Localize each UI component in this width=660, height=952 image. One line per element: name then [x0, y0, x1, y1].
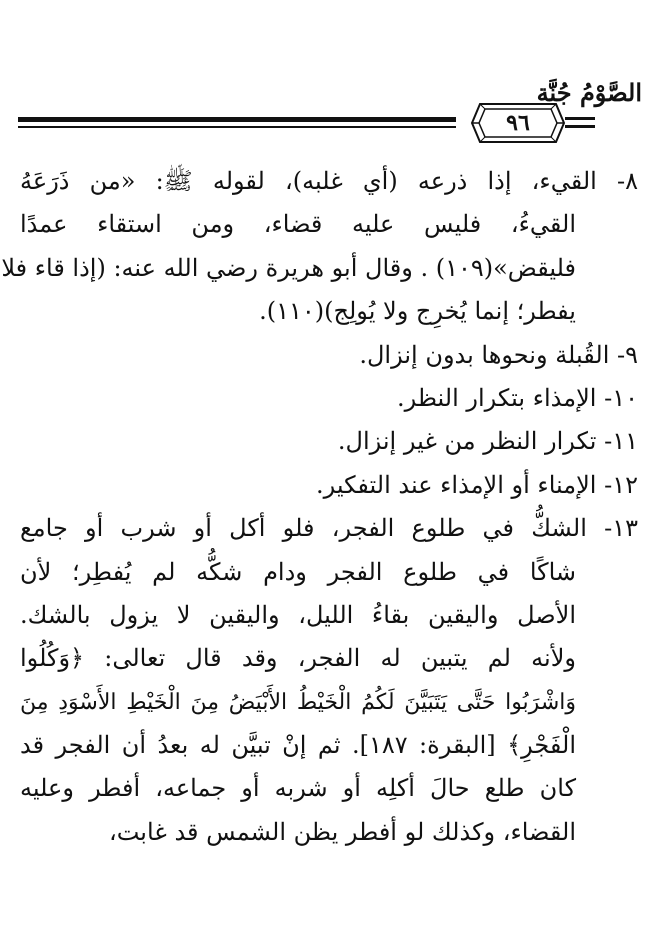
text-line: ١٣- الشكُّ في طلوع الفجر، فلو أكل أو شرب أو جامع [20, 514, 638, 543]
text-line: ٨- القيء، إذا ذرعه (أي غلبه)، لقوله ﷺ: «من ذَرَعَهُ [20, 167, 638, 195]
body-text [1, 160, 638, 854]
text-line: فليقض»(١٠٩) . وقال أبو هريرة رضي الله عنه: (إذا قاء فلا [1, 253, 576, 282]
text-line: شاكًا في طلوع الفجر ودام شكُّه لم يُفطِر؛ لأن [20, 557, 576, 586]
text-line: ولأنه لم يتبين له الفجر، وقد قال تعالى: ﴿وَكُلُوا [20, 644, 576, 673]
header-rule-thick [18, 117, 456, 122]
text-line: ١١- تكرار النظر من غير إنزال. [337, 427, 638, 456]
page-number: ٩٦ [506, 110, 530, 136]
text-line: القضاء، وكذلك لو أفطر يظن الشمس قد غابت، [108, 817, 576, 846]
text-line: ١٠- الإمذاء بتكرار النظر. [397, 383, 638, 412]
header-rule-thin [18, 126, 456, 128]
running-title: الصَّوْمُ جُنَّة [536, 78, 642, 107]
text-line: الْفَجْرِ﴾ [البقرة: ١٨٧]. ثم إنْ تبيَّن له بعدُ أن الفجر قد [20, 731, 577, 760]
text-line: كان طلع حالَ أكلِه أو شربه أو جماعه، أفطر وعليه [20, 774, 576, 803]
header-rule-right-top [565, 117, 595, 120]
text-line: الأصل واليقين بقاءُ الليل، واليقين لا يزول بالشك. [20, 600, 576, 629]
header-rule-right-bottom [565, 125, 595, 128]
text-line: القيءُ، فليس عليه قضاء، ومن استقاء عمدًا [20, 210, 576, 239]
text-line: يفطر؛ إنما يُخرِج ولا يُولِج)(١١٠). [259, 297, 576, 326]
text-line: ٩- القُبلة ونحوها بدون إنزال. [359, 340, 638, 369]
text-line: ١٢- الإمناء أو الإمذاء عند التفكير. [316, 470, 638, 499]
quran-verse-line: وَاشْرَبُوا حَتَّى يَتَبَيَّنَ لَكُمُ الْخَيْطُ الأَبْيَضُ مِنَ الْخَيْطِ الأَسْوَدِ مِنَ [20, 689, 576, 715]
